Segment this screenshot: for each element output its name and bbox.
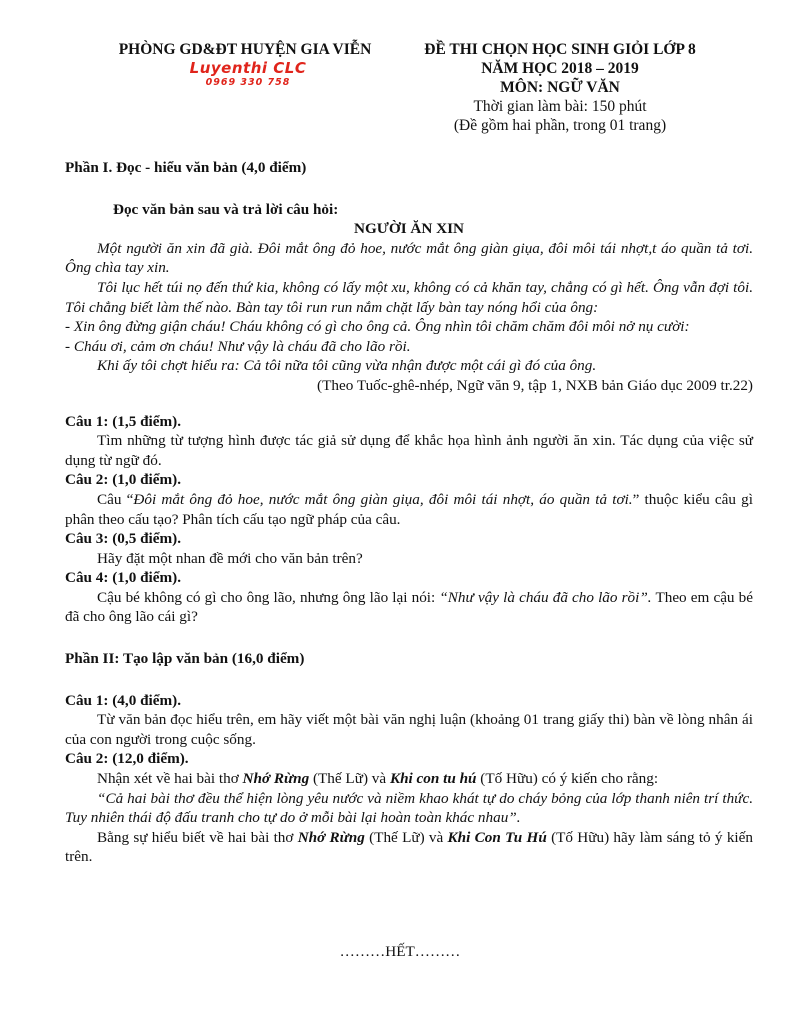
question-label: Câu 2: (12,0 điểm). xyxy=(65,750,189,768)
header-right xyxy=(400,40,720,135)
exam-header xyxy=(0,40,800,150)
question-text-part: (Tố Hữu) có ý kiến cho rằng: xyxy=(476,770,659,788)
question-text-part: Theo em cậu bé đã cho ông lão cái gì? xyxy=(65,588,753,626)
question-text: Hãy đặt một nhan đề mới cho văn bản trên? xyxy=(97,549,363,567)
reading-instruction: Đọc văn bản sau và trả lời câu hỏi: xyxy=(113,200,339,218)
question-text-part: Câu “ xyxy=(97,490,134,508)
story-paragraph: Khi ấy tôi chợt hiểu ra: Cả tôi nữa tôi cũng vừa nhận được một cái gì đó của ông. xyxy=(97,357,597,375)
part2-heading: Phần II: Tạo lập văn bản (16,0 điểm) xyxy=(65,650,305,668)
page-note: (Đề gồm hai phần, trong 01 trang) xyxy=(453,117,667,134)
brand-phone: 0969 330 758 xyxy=(205,77,291,88)
question-text-part: (Thế Lữ) và xyxy=(364,828,448,846)
question-text-part: (Thế Lữ) và xyxy=(309,770,390,788)
question-text-part: Cậu bé không có gì cho ông lão, nhưng ông lão lại nói: xyxy=(97,588,440,606)
question-label: Câu 3: (0,5 điểm). xyxy=(65,530,182,548)
quoted-opinion: “Cả hai bài thơ đều thể hiện lòng yêu nước và niềm khao khát tự do cháy bỏng của lớp thanh niên trí thức. Tuy nhiên thái độ đấu tranh cho tự do ở mỗi bài lại hoàn toàn khác nhau”. xyxy=(65,789,753,827)
question-text: Tìm những từ tượng hình được tác giả sử dụng để khắc họa hình ảnh người ăn xin. Tác dụng của việc sử dụng từ ngữ đó. xyxy=(65,432,753,469)
question-label: Câu 2: (1,0 điểm). xyxy=(65,471,182,489)
story-source: (Theo Tuốc-ghê-nhép, Ngữ văn 9, tập 1, NXB bản Giáo dục 2009 tr.22) xyxy=(317,376,753,394)
poem-title: Khi Con Tu Hú xyxy=(447,828,547,846)
question-text-part: ” thuộc kiểu câu gì phân theo cấu tạo? Phân tích cấu tạo ngữ pháp của câu. xyxy=(65,490,753,528)
question-label: Câu 4: (1,0 điểm). xyxy=(65,569,182,587)
time-limit: Thời gian làm bài: 150 phút xyxy=(473,98,647,115)
story-dialogue: - Xin ông đừng giận cháu! Cháu không có gì cho ông cả. Ông nhìn tôi chăm chăm đôi môi nở nụ cười: xyxy=(65,318,690,336)
poem-title: Khi con tu hú xyxy=(389,770,477,788)
question-text xyxy=(65,769,753,789)
story-dialogue: - Cháu ơi, cảm ơn cháu! Như vậy là cháu đã cho lão rồi. xyxy=(65,337,411,355)
poem-title: Nhớ Rừng xyxy=(242,770,310,788)
brand-name: Luyenthi CLC xyxy=(189,59,307,77)
question-text-part: Bằng sự hiểu biết về hai bài thơ xyxy=(97,828,298,846)
story-title: NGƯỜI ĂN XIN xyxy=(354,220,464,238)
end-mark: ………HẾT……… xyxy=(339,943,461,960)
subject: MÔN: NGỮ VĂN xyxy=(500,79,620,96)
brand-watermark xyxy=(168,60,328,88)
question-text xyxy=(65,588,753,627)
issuing-office: PHÒNG GD&ĐT HUYỆN GIA VIỄN xyxy=(118,41,372,58)
quoted-sentence: Đôi mắt ông đỏ hoe, nước mắt ông giàn giụa, đôi môi tái nhợt, áo quần tả tơi. xyxy=(133,490,633,508)
story-paragraph: Tôi lục hết túi nọ đến thứ kia, không có lấy một xu, không có cả khăn tay, chẳng có gì hết. Ông vẫn đợi tôi. Tôi chẳng biết làm thế nào. Bàn tay tôi run run nắm chặt lấy bàn tay nóng hổi của ông: xyxy=(65,278,753,316)
question-text-part: Nhận xét về hai bài thơ xyxy=(97,770,243,788)
quoted-phrase: “Như vậy là cháu đã cho lão rồi”. xyxy=(439,588,652,606)
question-text xyxy=(65,490,753,529)
poem-title: Nhớ Rừng xyxy=(297,828,365,846)
part1-heading: Phần I. Đọc - hiểu văn bản (4,0 điểm) xyxy=(65,159,307,176)
question-label: Câu 1: (4,0 điểm). xyxy=(65,691,182,709)
school-year: NĂM HỌC 2018 – 2019 xyxy=(481,60,639,77)
question-text xyxy=(65,828,753,867)
question-label: Câu 1: (1,5 điểm). xyxy=(65,412,182,430)
story-paragraph: Một người ăn xin đã già. Đôi mắt ông đỏ hoe, nước mắt ông giàn giụa, đôi môi tái nhợt,t áo quần tả tơi. Ông chìa tay xin. xyxy=(65,239,753,277)
question-text-part: (Tố Hữu) hãy làm sáng tỏ ý kiến trên. xyxy=(65,828,753,866)
exam-title: ĐỀ THI CHỌN HỌC SINH GIỎI LỚP 8 xyxy=(424,41,696,58)
exam-body xyxy=(65,158,753,867)
question-text: Từ văn bản đọc hiểu trên, em hãy viết một bài văn nghị luận (khoảng 01 trang giấy thi) bàn về lòng nhân ái của con người trong cuộc sống. xyxy=(65,711,753,748)
header-left xyxy=(95,40,395,59)
